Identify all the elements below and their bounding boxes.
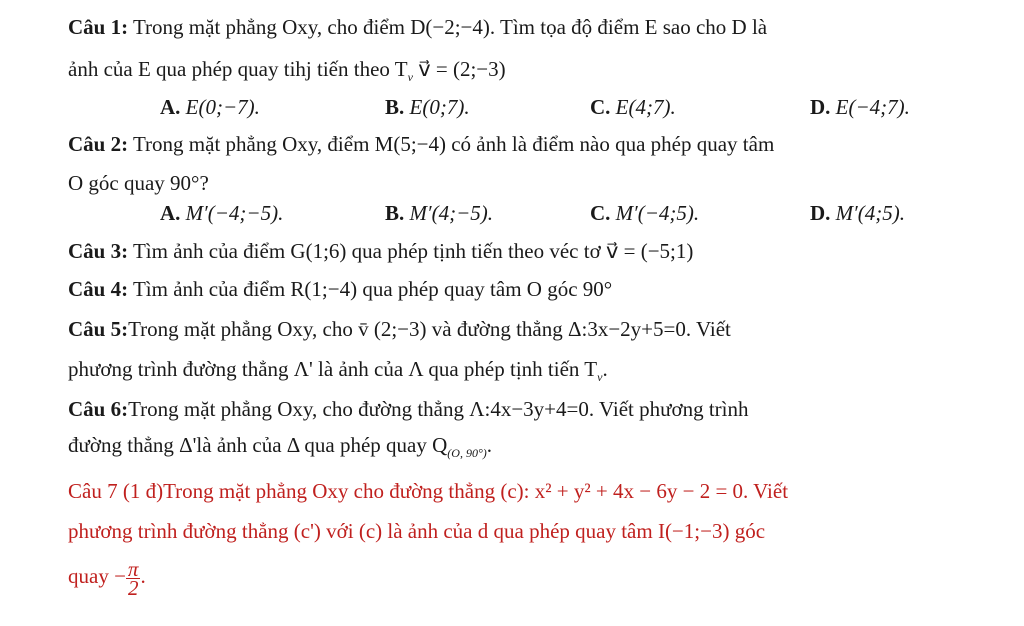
q2-option-d bbox=[810, 200, 905, 226]
q6-label: Câu 6: bbox=[68, 397, 129, 421]
q2-line1 bbox=[68, 131, 774, 157]
q5-text-line2-end: . bbox=[602, 357, 608, 381]
q2-option-d-text: M′(4;5). bbox=[835, 201, 905, 225]
q1-line2-sub: v bbox=[407, 70, 413, 84]
q1-text-line2: ảnh của E qua phép quay tihj tiến theo T bbox=[68, 57, 408, 81]
q1-option-d-key: D. bbox=[810, 95, 831, 119]
q1-option-d-text: E(−4;7). bbox=[835, 95, 910, 119]
q1-option-a-text: E(0;−7). bbox=[185, 95, 260, 119]
q4-text: Tìm ảnh của điểm R(1;−4) qua phép quay tâm O góc 90° bbox=[132, 277, 613, 301]
q1-option-c bbox=[590, 94, 676, 120]
q5-line2 bbox=[68, 356, 608, 390]
q2-text-line2: O góc quay 90°? bbox=[68, 171, 209, 195]
q1-option-d bbox=[810, 94, 910, 120]
q7-line2 bbox=[68, 518, 765, 544]
q3-line bbox=[68, 238, 693, 264]
q1-text-line2-end: v⃗ = (2;−3) bbox=[412, 57, 506, 81]
q7-text-line3: quay − bbox=[68, 564, 126, 588]
q5-text-line2: phương trình đường thẳng Λ' là ảnh của Λ qua phép tịnh tiến T bbox=[68, 357, 598, 381]
q3-label: Câu 3: bbox=[68, 239, 129, 263]
q6-text-line1: Trong mặt phẳng Oxy, cho đường thẳng Λ:4x−3y+4=0. Viết phương trình bbox=[128, 397, 749, 421]
q5-line2-sub: v bbox=[597, 370, 603, 384]
q2-option-b bbox=[385, 200, 493, 226]
q2-option-a-key: A. bbox=[160, 201, 181, 225]
q1-label: Câu 1: bbox=[68, 15, 129, 39]
q5-label: Câu 5: bbox=[68, 317, 129, 341]
q2-label: Câu 2: bbox=[68, 132, 129, 156]
q2-option-b-text: M′(4;−5). bbox=[409, 201, 494, 225]
q1-option-a-key: A. bbox=[160, 95, 181, 119]
q6-line2 bbox=[68, 432, 492, 466]
q6-line1 bbox=[68, 396, 749, 422]
q7-text-line2: phương trình đường thẳng (c') với (c) là ảnh của d qua phép quay tâm I(−1;−3) góc bbox=[68, 519, 766, 543]
q6-line2-sub: (O, 90°) bbox=[447, 446, 487, 460]
q7-line1 bbox=[68, 478, 788, 504]
q1-option-b-text: E(0;7). bbox=[409, 95, 470, 119]
q3-text: Tìm ảnh của điểm G(1;6) qua phép tịnh tiến theo véc tơ v⃗ = (−5;1) bbox=[132, 239, 694, 263]
q1-option-b bbox=[385, 94, 470, 120]
q2-option-c bbox=[590, 200, 699, 226]
q4-label: Câu 4: bbox=[68, 277, 129, 301]
q1-option-c-text: E(4;7). bbox=[615, 95, 676, 119]
q2-option-b-key: B. bbox=[385, 201, 405, 225]
q7-fraction bbox=[126, 556, 141, 600]
q2-option-c-key: C. bbox=[590, 201, 611, 225]
q2-option-a bbox=[160, 200, 283, 226]
q7-frac-numerator: π bbox=[127, 556, 139, 581]
q7-frac-denominator: 2 bbox=[127, 575, 139, 600]
q1-option-c-key: C. bbox=[590, 95, 611, 119]
q2-line2 bbox=[68, 170, 209, 196]
q7-text-line1: Câu 7 (1 đ)Trong mặt phẳng Oxy cho đường thẳng (c): x² + y² + 4x − 6y − 2 = 0. Viết bbox=[68, 479, 789, 503]
q6-text-line2-end: . bbox=[486, 433, 492, 457]
q2-option-c-text: M′(−4;5). bbox=[615, 201, 700, 225]
q2-option-d-key: D. bbox=[810, 201, 831, 225]
q1-line1 bbox=[68, 14, 767, 40]
q2-option-a-text: M′(−4;−5). bbox=[185, 201, 284, 225]
q1-option-b-key: B. bbox=[385, 95, 405, 119]
q1-text-line1: Trong mặt phẳng Oxy, cho điểm D(−2;−4). Tìm tọa độ điểm E sao cho D là bbox=[132, 15, 768, 39]
q2-text-line1: Trong mặt phẳng Oxy, điểm M(5;−4) có ảnh là điểm nào qua phép quay tâm bbox=[132, 132, 775, 156]
q5-line1 bbox=[68, 316, 731, 342]
q1-option-a bbox=[160, 94, 260, 120]
q6-text-line2: đường thẳng Δ'là ảnh của Δ qua phép quay Q bbox=[68, 433, 448, 457]
q7-text-line3-end: . bbox=[140, 564, 146, 588]
q7-line3 bbox=[68, 556, 146, 600]
q4-line bbox=[68, 276, 612, 302]
q5-text-line1: Trong mặt phẳng Oxy, cho v̄ (2;−3) và đường thẳng Δ:3x−2y+5=0. Viết bbox=[128, 317, 731, 341]
q1-line2 bbox=[68, 56, 506, 90]
